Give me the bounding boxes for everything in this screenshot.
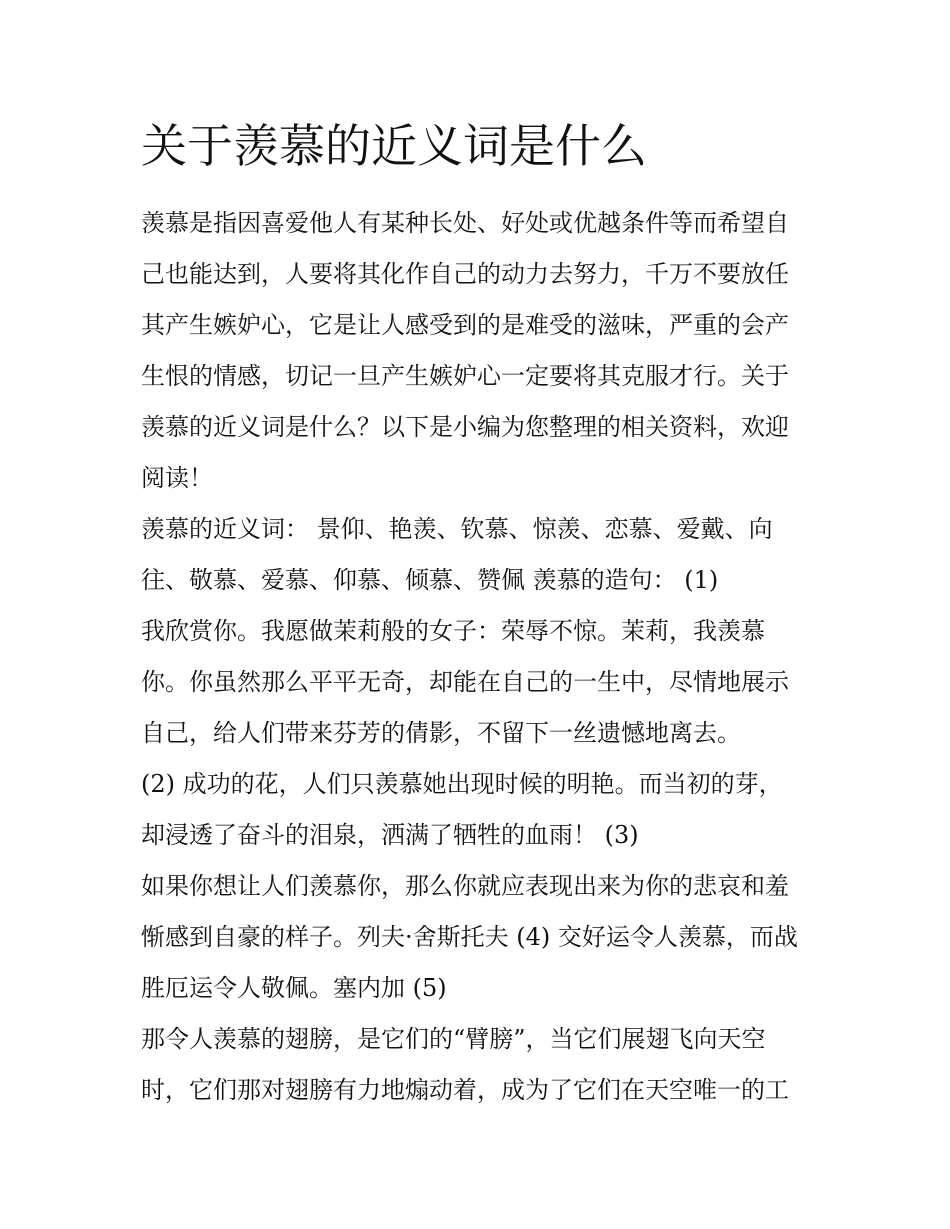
body-line: 羡慕是指因喜爱他人有某种长处、好处或优越条件等而希望自 [141,209,789,237]
body-line: 惭感到自豪的样子。列夫·舍斯托夫 (4) 交好运令人羡慕，而战 [141,923,798,951]
body-line: 己也能达到，人要将其化作自己的动力去努力，千万不要放任 [141,260,789,288]
body-line: 那令人羡慕的翅膀，是它们的“臂膀”，当它们展翅飞向天空 [141,1025,766,1053]
body-line: 羡慕的近义词是什么？以下是小编为您整理的相关资料，欢迎 [141,413,789,441]
document-title: 关于羡慕的近义词是什么 [141,119,647,173]
body-line: 往、敬慕、爱慕、仰慕、倾慕、赞佩 羡慕的造句： (1) [141,566,719,594]
body-line: 自己，给人们带来芬芳的倩影，不留下一丝遗憾地离去。 [141,719,741,747]
body-line: 其产生嫉妒心，它是让人感受到的是难受的滋味，严重的会产 [141,311,789,339]
body-line: 却浸透了奋斗的泪泉，洒满了牺牲的血雨！ (3) [141,821,639,849]
body-line: 羡慕的近义词： 景仰、艳羡、钦慕、惊羡、恋慕、爱戴、向 [141,515,773,543]
body-line: 生恨的情感，切记一旦产生嫉妒心一定要将其克服才行。关于 [141,362,789,390]
body-line: (2) 成功的花，人们只羡慕她出现时候的明艳。而当初的芽， [141,770,783,798]
body-line: 我欣赏你。我愿做茉莉般的女子：荣辱不惊。茉莉，我羡慕 [141,617,765,645]
body-line: 如果你想让人们羡慕你，那么你就应表现出来为你的悲哀和羞 [141,872,789,900]
body-line: 你。你虽然那么平平无奇，却能在自己的一生中，尽情地展示 [141,668,789,696]
body-line: 阅读！ [141,464,213,492]
document-body [141,198,831,1116]
body-line: 时，它们那对翅膀有力地煽动着，成为了它们在天空唯一的工 [141,1076,789,1104]
body-line: 胜厄运令人敬佩。塞内加 (5) [141,974,447,1002]
